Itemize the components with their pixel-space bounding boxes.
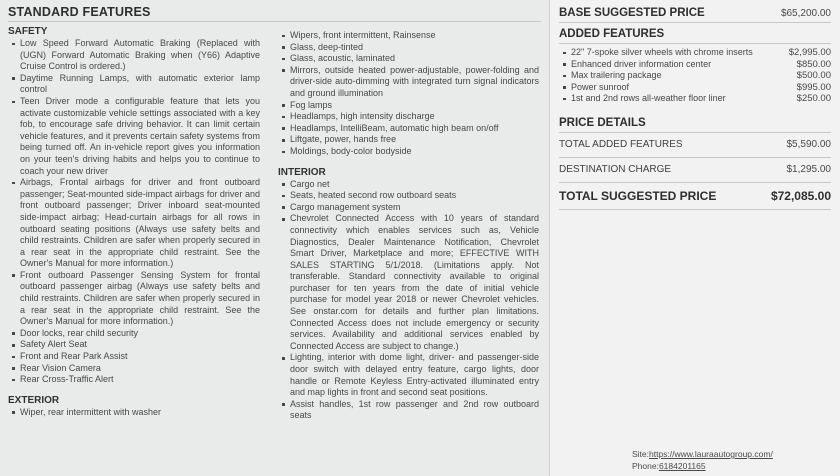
feature-item: Lighting, interior with dome light, driver- and passenger-side door switch with delayed entry feature, cargo lights, door handle or Remote Keyless Entry-activated illuminated entry and map lights in front and second seat positions.	[290, 352, 539, 398]
feature-item: Glass, acoustic, laminated	[290, 53, 539, 65]
feature-item: Wipers, front intermittent, Rainsense	[290, 30, 539, 42]
feature-item: Chevrolet Connected Access with 10 years of standard connectivity which enables services such as, Vehicle Diagnostics, Dealer Maintenance Notification, Chevrolet Smart Driver, Marketplace and more; EFFECTIVE WITH SALES STARTING 5/1/2018. (Limitations apply. Not transferable. Standard connectivity available to original purchaser for ten years from the date of initial vehicle purchase for model year 2018 or newer Chevrolet vehicles. See onstar.com for details and further plan limitations. Connected Access does not include emergency or security services. Availability and additional services enabled by Connected Access are subject to change.)	[290, 213, 539, 351]
feature-item: Seats, heated second row outboard seats	[290, 190, 539, 202]
total-price-row	[559, 186, 831, 206]
added-feature-price: $2,995.00	[788, 47, 831, 58]
added-features-title: ADDED FEATURES	[559, 28, 665, 40]
price-detail-label: DESTINATION CHARGE	[559, 163, 672, 175]
standard-features-title: STANDARD FEATURES	[8, 5, 151, 19]
added-feature-label: 1st and 2nd rows all-weather floor liner	[571, 93, 726, 103]
feature-item: Door locks, rear child security	[20, 328, 260, 340]
added-feature-row	[559, 70, 831, 82]
base-price-value: $65,200.00	[780, 8, 831, 19]
feature-item: Front and Rear Park Assist	[20, 351, 260, 363]
added-feature-label: 22" 7-spoke silver wheels with chrome inserts	[571, 47, 753, 57]
feature-item: Glass, deep-tinted	[290, 42, 539, 54]
added-feature-price: $850.00	[796, 58, 831, 70]
added-feature-row	[559, 59, 831, 71]
feature-item: Headlamps, IntelliBeam, automatic high beam on/off	[290, 123, 539, 135]
site-link[interactable]: https://www.lauraautogroup.com/	[649, 449, 773, 459]
added-feature-price: $250.00	[796, 93, 831, 104]
price-detail-label: TOTAL ADDED FEATURES	[559, 138, 683, 150]
section-heading-interior: INTERIOR	[278, 166, 326, 178]
base-price-row	[559, 7, 831, 19]
feature-item: Mirrors, outside heated power-adjustable, power-folding and driver-side auto-dimming with integrated turn signal indicators and ground illumination	[290, 64, 539, 98]
feature-item: Front outboard Passenger Sensing System for frontal outboard passenger airbag (Always use safety belts and child restraints. Children are safer when properly secured in a rear seat in the appropriate child restraint. See the Owner's Manual for more information.)	[20, 269, 260, 327]
total-price-value: $72,085.00	[770, 188, 831, 203]
dealer-contact	[632, 449, 773, 472]
feature-column-middle	[260, 25, 541, 422]
feature-item: Wiper, rear intermittent with washer	[20, 407, 260, 419]
feature-item: Liftgate, power, hands free	[290, 134, 539, 146]
feature-item: Low Speed Forward Automatic Braking (Replaced with (UGN) Forward Automatic Braking when (Y66) Adaptive Cruise Control is ordered.)	[20, 38, 260, 72]
price-detail-row	[559, 136, 831, 154]
added-features-list	[559, 47, 831, 105]
site-label: Site:	[632, 449, 650, 459]
phone-line	[632, 461, 773, 473]
feature-list	[278, 179, 539, 422]
added-feature-row	[559, 47, 831, 59]
added-feature-row	[559, 93, 831, 105]
added-feature-label: Enhanced driver information center	[571, 58, 712, 69]
added-feature-row	[559, 82, 831, 94]
feature-item: Airbags, Frontal airbags for driver and front outboard passenger; Seat-mounted side-impact airbags for driver and front outboard passenger; Driver inboard seat-mounted side-impact airbag; Head-curtain airbags for all rows in outboard seating positions (Always use safety belts and child restraints. Children are safer when properly secured in a rear seat in the appropriate child restraint. See the Owner's Manual for more information.)	[20, 177, 260, 269]
price-detail-row	[559, 161, 831, 179]
phone-link[interactable]: 6184201165	[658, 460, 706, 471]
feature-column-left	[8, 25, 260, 422]
added-feature-price: $500.00	[796, 70, 831, 81]
divider	[559, 182, 831, 183]
price-details-list	[559, 136, 831, 183]
section-heading-exterior: EXTERIOR	[8, 394, 60, 406]
divider	[559, 209, 831, 210]
price-detail-value: $5,590.00	[786, 138, 831, 150]
divider	[559, 132, 831, 133]
feature-item: Cargo net	[290, 179, 539, 191]
feature-item: Daytime Running Lamps, with automatic exterior lamp control	[20, 72, 260, 95]
feature-list	[278, 30, 539, 158]
total-price-label: TOTAL SUGGESTED PRICE	[559, 188, 717, 203]
price-details-title: PRICE DETAILS	[559, 116, 646, 129]
base-price-label: BASE SUGGESTED PRICE	[559, 7, 705, 19]
feature-item: Rear Vision Camera	[20, 363, 260, 375]
feature-list	[8, 407, 260, 419]
phone-label: Phone:	[632, 460, 659, 471]
heading-divider	[8, 21, 541, 22]
feature-item: Assist handles, 1st row passenger and 2nd row outboard seats	[290, 398, 539, 421]
divider	[559, 43, 831, 44]
divider	[559, 157, 831, 158]
feature-list	[8, 38, 260, 386]
feature-item: Moldings, body-color bodyside	[290, 146, 539, 158]
added-feature-label: Max trailering package	[571, 70, 662, 80]
feature-item: Safety Alert Seat	[20, 339, 260, 351]
added-feature-price: $995.00	[796, 81, 831, 93]
feature-item: Cargo management system	[290, 202, 539, 214]
added-feature-label: Power sunroof	[571, 81, 630, 92]
site-line	[632, 449, 773, 461]
feature-item: Headlamps, high intensity discharge	[290, 111, 539, 123]
feature-item: Fog lamps	[290, 100, 539, 112]
divider	[559, 22, 831, 23]
section-heading-safety: SAFETY	[8, 26, 48, 37]
feature-item: Rear Cross-Traffic Alert	[20, 374, 260, 386]
feature-item: Teen Driver mode a configurable feature that lets you activate customizable vehicle settings associated with a key fob, to encourage safe driving behavior. It can limit certain vehicle features, and it prevents certain safety systems from being turned off. An in-vehicle report gives you information on your teen's driving habits and helps you to continue to coach your new driver	[20, 95, 260, 176]
feature-columns	[8, 25, 541, 422]
price-detail-value: $1,295.00	[786, 163, 831, 175]
pricing-panel	[549, 0, 840, 476]
